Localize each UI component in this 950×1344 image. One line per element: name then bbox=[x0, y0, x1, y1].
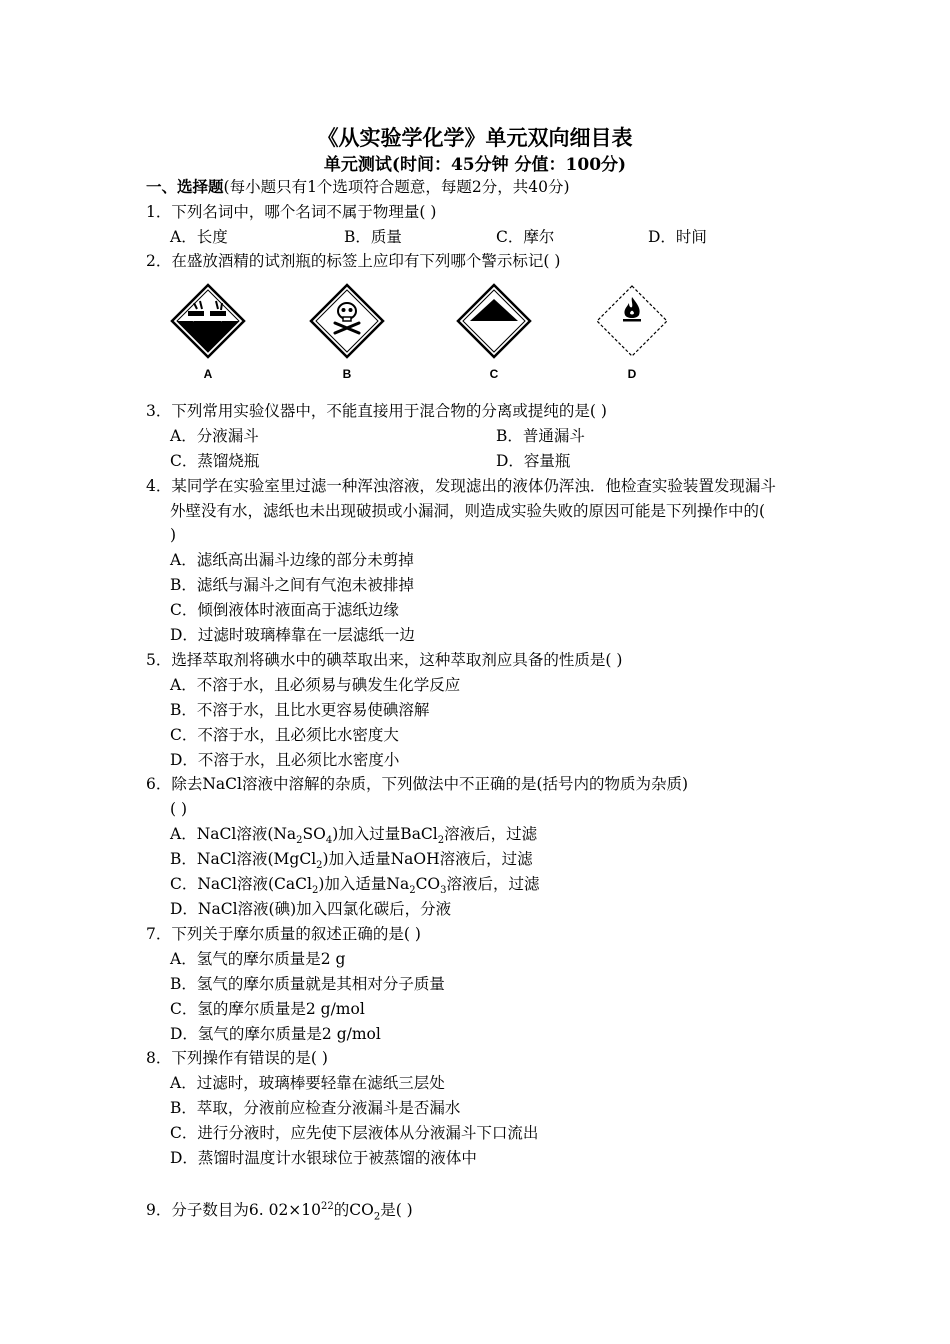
warning-signs-row bbox=[170, 283, 690, 383]
q5-option-a: A．不溶于水，且必须易与碘发生化学反应 bbox=[170, 676, 461, 694]
q4-stem-line1: 4．某同学在实验室里过滤一种浑浊溶液，发现滤出的液体仍浑浊．他检查实验装置发现漏斗 bbox=[146, 477, 776, 495]
sign-d bbox=[594, 283, 670, 381]
q3-stem: 3．下列常用实验仪器中，不能直接用于混合物的分离或提纯的是( ) bbox=[146, 402, 607, 420]
q7-option-d: D．氢气的摩尔质量是2 g/mol bbox=[170, 1025, 381, 1043]
q3-option-b: B．普通漏斗 bbox=[496, 427, 585, 445]
q7-option-a: A．氢气的摩尔质量是2 g bbox=[170, 950, 346, 968]
sign-c bbox=[456, 283, 532, 381]
q5-option-b: B．不溶于水，且比水更容易使碘溶解 bbox=[170, 701, 430, 719]
q8-stem: 8．下列操作有错误的是( ) bbox=[146, 1049, 328, 1067]
q8-option-c: C．进行分液时，应先使下层液体从分液漏斗下口流出 bbox=[170, 1124, 539, 1142]
q3-option-d: D．容量瓶 bbox=[496, 452, 571, 470]
q4-option-c: C．倾倒液体时液面高于滤纸边缘 bbox=[170, 601, 399, 619]
q4-stem-line3: ) bbox=[170, 526, 177, 544]
q4-stem-line2: 外壁没有水，滤纸也未出现破损或小漏洞，则造成实验失败的原因可能是下列操作中的( bbox=[170, 502, 766, 520]
q1-option-b: B．质量 bbox=[344, 228, 402, 246]
corrosive-sign-icon bbox=[170, 283, 246, 359]
section-heading: 一、选择题 bbox=[146, 177, 224, 196]
q4-option-b: B．滤纸与漏斗之间有气泡未被排掉 bbox=[170, 576, 414, 594]
sign-d-label: D bbox=[627, 367, 637, 381]
section-note: (每小题只有1个选项符合题意，每题2分，共40分) bbox=[223, 178, 570, 196]
hazard-triangle-sign-icon bbox=[456, 283, 532, 359]
q9-stem: 9．分子数目为6. $02\times 10^{22}$的$CO_2$是( ) bbox=[146, 1201, 413, 1223]
sign-c-label: C bbox=[489, 367, 499, 381]
q2-stem: 2．在盛放酒精的试剂瓶的标签上应印有下列哪个警示标记( ) bbox=[146, 252, 561, 270]
section-heading-line bbox=[146, 177, 570, 197]
q7-option-b: B．氢气的摩尔质量就是其相对分子质量 bbox=[170, 975, 445, 993]
q5-stem: 5．选择萃取剂将碘水中的碘萃取出来，这种萃取剂应具备的性质是( ) bbox=[146, 651, 623, 669]
q1-option-a: A．长度 bbox=[170, 228, 228, 246]
q1-option-d: D．时间 bbox=[648, 228, 707, 246]
sign-b-label: B bbox=[342, 367, 352, 381]
q7-stem: 7．下列关于摩尔质量的叙述正确的是( ) bbox=[146, 925, 421, 943]
sign-b bbox=[309, 283, 385, 381]
q6-blank: ( ) bbox=[170, 800, 188, 818]
q6-option-a: A．NaCl溶液$(Na_2SO_4)$加入过量BaCl$_2$溶液后，过滤 bbox=[170, 825, 538, 847]
q3-option-a: A．分液漏斗 bbox=[170, 427, 259, 445]
q5-option-d: D．不溶于水，且必须比水密度小 bbox=[170, 751, 400, 769]
q8-option-d: D．蒸馏时温度计水银球位于被蒸馏的液体中 bbox=[170, 1149, 477, 1167]
sign-a bbox=[170, 283, 246, 381]
q7-option-c: C．氢的摩尔质量是2 g/mol bbox=[170, 1000, 365, 1018]
q1-stem: 1．下列名词中，哪个名词不属于物理量( ) bbox=[146, 203, 437, 221]
toxic-skull-sign-icon bbox=[309, 283, 385, 359]
q6-stem: 6．除去NaCl溶液中溶解的杂质，下列做法中不正确的是(括号内的物质为杂质) bbox=[146, 775, 689, 793]
q4-option-a: A．滤纸高出漏斗边缘的部分未剪掉 bbox=[170, 551, 414, 569]
q8-option-a: A．过滤时，玻璃棒要轻靠在滤纸三层处 bbox=[170, 1074, 445, 1092]
q6-option-b: B．NaCl溶液(MgCl$_2$)加入适量NaOH溶液后，过滤 bbox=[170, 850, 533, 872]
q4-option-d: D．过滤时玻璃棒靠在一层滤纸一边 bbox=[170, 626, 415, 644]
q6-option-d: D．NaCl溶液(碘)加入四氯化碳后，分液 bbox=[170, 900, 452, 918]
q5-option-c: C．不溶于水，且必须比水密度大 bbox=[170, 726, 399, 744]
sign-a-label: A bbox=[203, 367, 213, 381]
document-subtitle: 单元测试(时间：45分钟 分值：100分) bbox=[323, 155, 627, 175]
flammable-flame-sign-icon bbox=[594, 283, 670, 359]
q3-option-c: C．蒸馏烧瓶 bbox=[170, 452, 260, 470]
document-title: 《从实验学化学》单元双向细目表 bbox=[317, 125, 633, 150]
q1-option-c: C．摩尔 bbox=[496, 228, 555, 246]
q8-option-b: B．萃取，分液前应检查分液漏斗是否漏水 bbox=[170, 1099, 461, 1117]
q6-option-c: C．NaCl溶液(CaCl$_2$)加入适量$Na_2CO_3$溶液后，过滤 bbox=[170, 875, 540, 897]
